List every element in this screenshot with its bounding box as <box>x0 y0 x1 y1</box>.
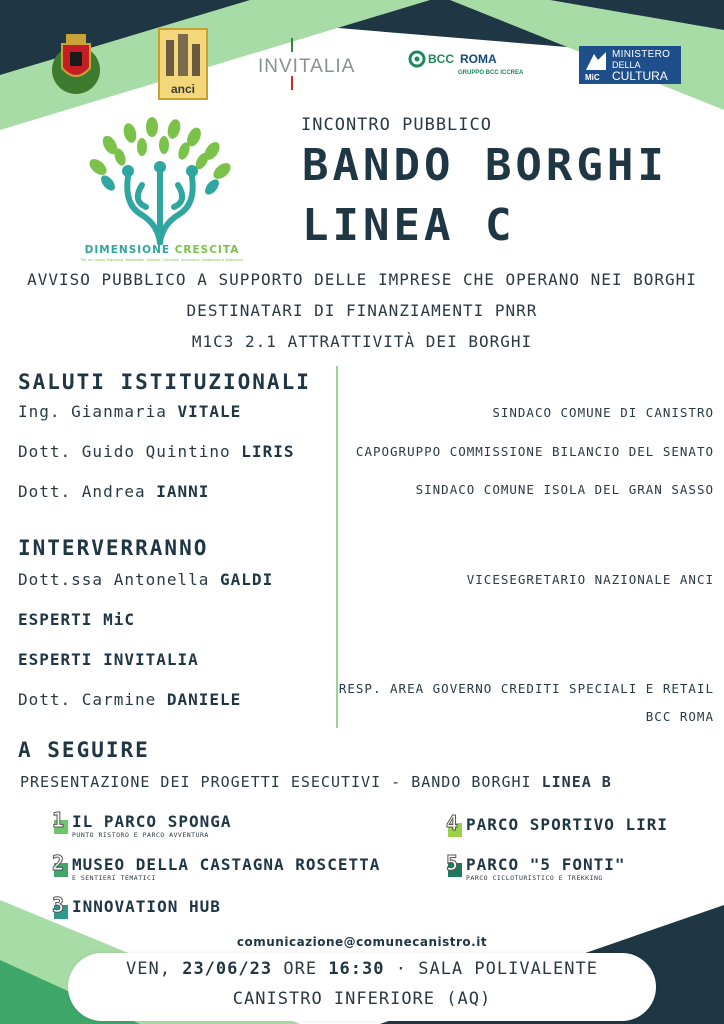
speaker-surname: LIRIS <box>241 442 295 461</box>
brand-name-part1: DIMENSIONE <box>84 244 171 256</box>
project-number: 5 <box>446 851 459 875</box>
contact-email[interactable]: comunicazione@comunecanistro.it <box>236 935 488 949</box>
ministero-cultura-logo <box>579 46 681 84</box>
project-name: MUSEO DELLA CASTAGNA ROSCETTA <box>72 855 381 874</box>
project-description: E SENTIERI TEMATICI <box>72 874 156 882</box>
project-number-badge <box>52 893 68 919</box>
interverranno-heading: INTERVERRANNO <box>18 536 209 560</box>
speaker-role: VICESEGRETARIO NAZIONALE ANCI <box>466 572 714 587</box>
speaker-title: Dott. Guido Quintino <box>18 442 231 461</box>
project-name: PARCO "5 FONTI" <box>466 855 626 874</box>
speaker-role-org: BCC ROMA <box>645 709 714 724</box>
speaker-name <box>18 402 241 421</box>
seguire-heading: A SEGUIRE <box>18 738 150 762</box>
speaker-name <box>18 570 273 589</box>
project-number: 2 <box>52 851 65 875</box>
title-line2: LINEA C <box>302 200 516 251</box>
brand-name-part2: CRESCITA <box>174 244 240 256</box>
event-venue: · SALA POLIVALENTE <box>395 959 598 979</box>
project-description: PARCO CICLOTURISTICO E TREKKING <box>466 874 603 882</box>
mic-emblem-icon <box>584 50 608 72</box>
anci-logo <box>158 28 208 100</box>
speaker-name <box>18 690 241 709</box>
project-name: IL PARCO SPONGA <box>72 812 232 831</box>
event-day: VEN, <box>126 959 171 979</box>
speaker-title: Dott.ssa Antonella <box>18 570 210 589</box>
experts-mic-label: ESPERTI MiC <box>18 610 135 629</box>
bcc-roma-logo <box>408 50 528 84</box>
experts-invitalia <box>18 650 199 669</box>
project-number-badge <box>52 808 68 834</box>
speaker-name <box>18 442 294 461</box>
municipal-crest-logo <box>50 28 102 98</box>
speaker-name <box>18 482 209 501</box>
project-number-badge <box>446 851 462 877</box>
mic-abbr: MiC <box>585 73 600 82</box>
vertical-divider <box>336 366 338 728</box>
invitalia-text: INVITALIA <box>258 56 356 77</box>
project-number-badge <box>446 811 462 837</box>
subtitle-line1: AVVISO PUBBLICO A SUPPORTO DELLE IMPRESE CHE OPERANO NEI BORGHI <box>27 270 697 289</box>
mic-line2: DELLA <box>612 60 641 70</box>
speaker-surname: VITALE <box>177 402 242 421</box>
speaker-surname: IANNI <box>156 482 210 501</box>
speaker-role: SINDACO COMUNE DI CANISTRO <box>492 405 714 420</box>
event-time: 16:30 <box>328 959 385 979</box>
seguire-intro <box>20 773 612 791</box>
experts-invitalia-label: ESPERTI INVITALIA <box>18 650 199 669</box>
bcc-mark-icon <box>408 50 426 68</box>
project-number: 1 <box>52 808 65 832</box>
speaker-role: RESP. AREA GOVERNO CREDITI SPECIALI E RETAIL <box>338 681 714 696</box>
mic-line1: MINISTERO <box>612 49 671 60</box>
project-number: 3 <box>52 893 65 917</box>
event-kicker: INCONTRO PUBBLICO <box>301 115 492 135</box>
project-description: PUNTO RISTORO E PARCO AVVENTURA <box>72 831 209 839</box>
speaker-role: SINDACO COMUNE ISOLA DEL GRAN SASSO <box>415 482 714 497</box>
saluti-heading: SALUTI ISTITUZIONALI <box>18 370 311 394</box>
bcc-city: ROMA <box>460 52 497 66</box>
speaker-title: Dott. Andrea <box>18 482 146 501</box>
brand-tagline: Per un Lavoro Dignitoso, Sostenibile, Solidale, Culturale, Innovativo, Sostenibile e Sostenuto <box>81 258 243 262</box>
event-date: 23/06/23 <box>182 959 273 979</box>
event-time-label: ORE <box>283 959 318 979</box>
speaker-surname: GALDI <box>220 570 274 589</box>
bcc-name: BCC <box>428 52 454 66</box>
speaker-title: Dott. Carmine <box>18 690 157 709</box>
speaker-surname: DANIELE <box>166 690 242 709</box>
event-datetime <box>68 959 656 979</box>
subtitle-line3: M1C3 2.1 ATTRATTIVITÀ DEI BORGHI <box>191 332 533 351</box>
speaker-role: CAPOGRUPPO COMMISSIONE BILANCIO DEL SENATO <box>355 444 714 459</box>
bcc-group: GRUPPO BCC ICCREA <box>458 70 524 76</box>
event-details-pill <box>68 953 656 1021</box>
anci-text: anci <box>170 82 195 96</box>
project-number-badge <box>52 851 68 877</box>
seguire-intro-text: PRESENTAZIONE DEI PROGETTI ESECUTIVI - BANDO BORGHI <box>20 773 532 791</box>
event-place: CANISTRO INFERIORE (AQ) <box>232 989 492 1009</box>
tree-logo-icon <box>80 115 240 245</box>
mic-line3: CULTURA <box>612 69 668 83</box>
project-name: INNOVATION HUB <box>72 897 221 916</box>
brand-name <box>62 244 262 256</box>
title-line1: BANDO BORGHI <box>302 140 668 191</box>
speaker-title: Ing. Gianmaria <box>18 402 167 421</box>
subtitle-line2: DESTINATARI DI FINANZIAMENTI PNRR <box>186 301 538 320</box>
project-number: 4 <box>446 811 459 835</box>
invitalia-logo <box>258 38 358 90</box>
project-name: PARCO SPORTIVO LIRI <box>466 815 669 834</box>
seguire-intro-bold: LINEA B <box>541 773 612 791</box>
experts-mic <box>18 610 135 629</box>
